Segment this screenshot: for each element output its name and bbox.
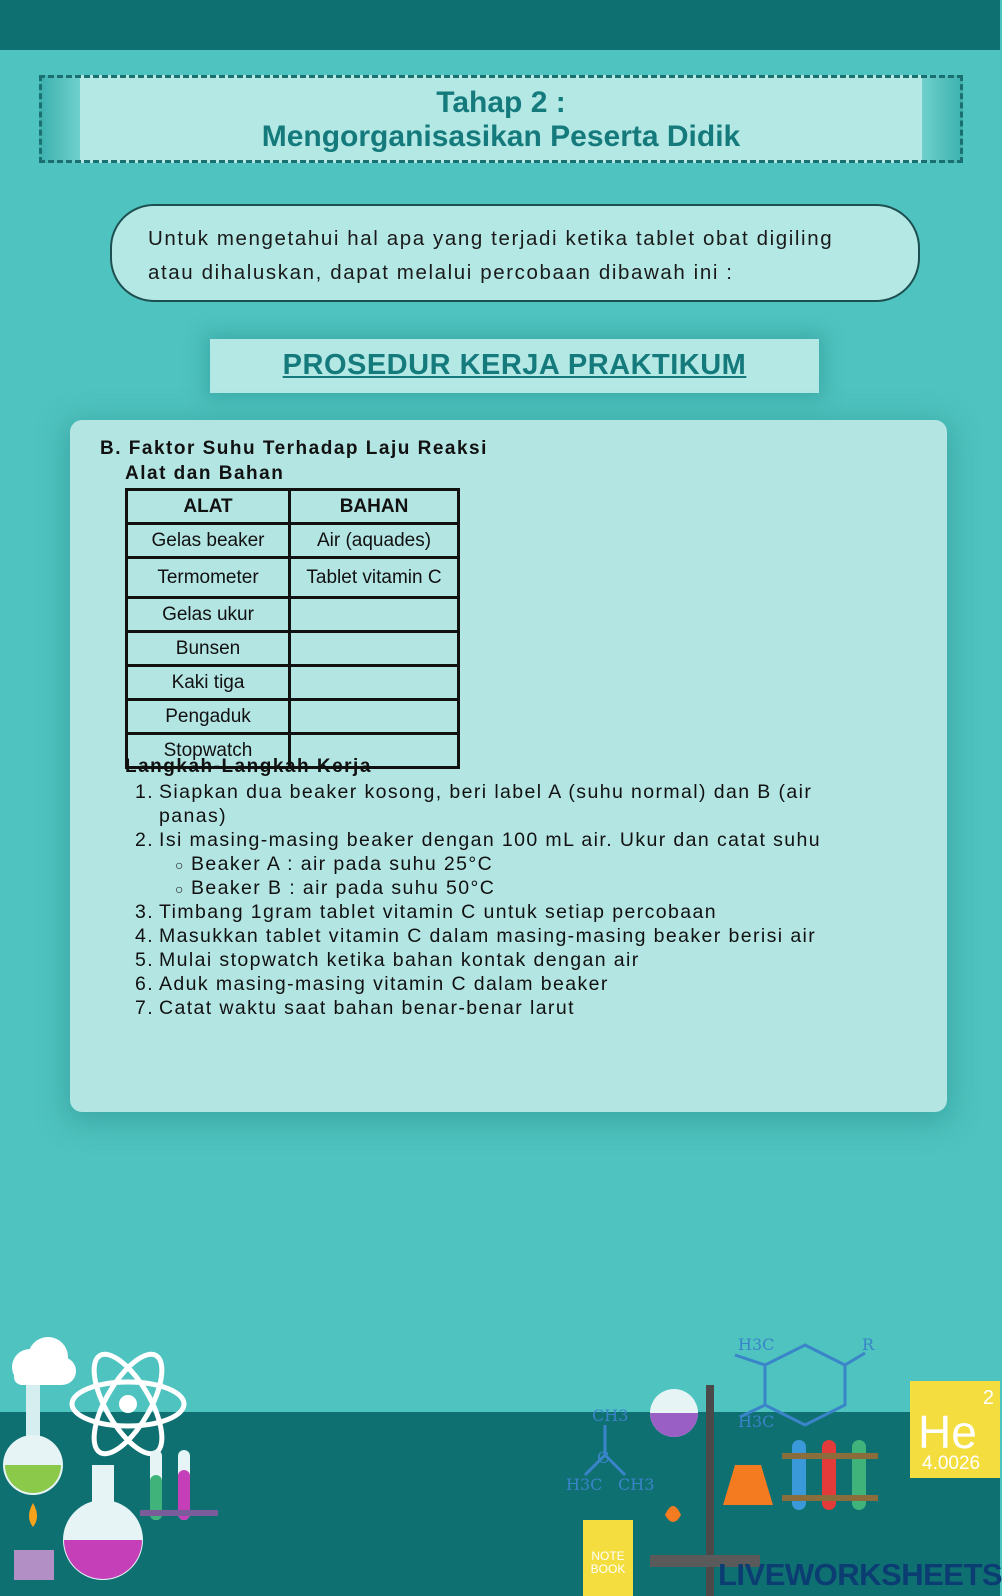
bullet-beaker-a bbox=[175, 853, 493, 876]
notebook-icon bbox=[583, 1520, 633, 1596]
step-text: Isi masing-masing beaker dengan 100 mL air. Ukur dan catat suhu bbox=[159, 829, 821, 851]
liveworksheets-logo[interactable]: LIVEWORKSHEETS bbox=[718, 1557, 1002, 1592]
table-header-alat: ALAT bbox=[127, 490, 290, 524]
stage-title-banner bbox=[39, 75, 963, 163]
step-3 bbox=[135, 901, 717, 924]
table-cell: Gelas beaker bbox=[127, 524, 290, 558]
table-header-bahan: BAHAN bbox=[290, 490, 459, 524]
step-number: 6. bbox=[135, 973, 155, 995]
step-text: Timbang 1gram tablet vitamin C untuk setiap percobaan bbox=[159, 901, 717, 923]
step-5 bbox=[135, 949, 640, 972]
table-row bbox=[127, 632, 459, 666]
table-cell: Bunsen bbox=[127, 632, 290, 666]
table-row bbox=[127, 524, 459, 558]
content-card bbox=[70, 420, 947, 1112]
table-cell bbox=[290, 700, 459, 734]
step-7 bbox=[135, 997, 575, 1020]
bullet-text: Beaker B : air pada suhu 50°C bbox=[191, 877, 496, 899]
step-2 bbox=[135, 829, 821, 852]
step-number: 4. bbox=[135, 925, 155, 947]
step-1-continued: panas) bbox=[159, 805, 228, 827]
table-row bbox=[127, 666, 459, 700]
formula-label: CH3 bbox=[592, 1406, 629, 1425]
top-bar bbox=[0, 0, 1000, 50]
step-number: 1. bbox=[135, 781, 155, 803]
table-cell: Kaki tiga bbox=[127, 666, 290, 700]
procedure-banner bbox=[210, 339, 819, 393]
table-row bbox=[127, 700, 459, 734]
intro-line-1: Untuk mengetahui hal apa yang terjadi ketika tablet obat digiling bbox=[148, 227, 834, 250]
formula-label: H3C bbox=[738, 1335, 775, 1354]
table-cell: Gelas ukur bbox=[127, 598, 290, 632]
bullet-beaker-b bbox=[175, 877, 495, 900]
step-text: Masukkan tablet vitamin C dalam masing-masing beaker berisi air bbox=[159, 925, 817, 947]
table-cell: Pengaduk bbox=[127, 700, 290, 734]
table-row bbox=[127, 598, 459, 632]
formula-label: H3C bbox=[738, 1412, 775, 1431]
element-mass: 4.0026 bbox=[922, 1453, 981, 1474]
bullet-circle-icon: ○ bbox=[175, 857, 185, 873]
table-cell bbox=[290, 598, 459, 632]
step-1 bbox=[135, 781, 812, 804]
table-cell: Tablet vitamin C bbox=[290, 558, 459, 598]
intro-line-2: atau dihaluskan, dapat melalui percobaan dibawah ini : bbox=[148, 261, 734, 284]
formula-label: R bbox=[862, 1335, 875, 1354]
step-6 bbox=[135, 973, 609, 996]
element-symbol: He bbox=[918, 1406, 977, 1458]
table-cell bbox=[290, 666, 459, 700]
formula-label: CH3 bbox=[618, 1475, 655, 1494]
lab-glassware-left-icon bbox=[0, 1335, 240, 1596]
notebook-label: NOTE bbox=[591, 1549, 625, 1563]
bullet-circle-icon: ○ bbox=[175, 881, 185, 897]
table-header-row bbox=[127, 490, 459, 524]
materials-table bbox=[125, 488, 460, 769]
step-text: Mulai stopwatch ketika bahan kontak dengan air bbox=[159, 949, 640, 971]
steps-title: Langkah-Langkah Kerja bbox=[125, 756, 372, 777]
stage-label: Tahap 2 : bbox=[436, 86, 566, 119]
table-cell: Termometer bbox=[127, 558, 290, 598]
notebook-label: BOOK bbox=[590, 1562, 626, 1576]
periodic-element-tile bbox=[910, 1381, 1000, 1478]
stage-name: Mengorganisasikan Peserta Didik bbox=[261, 120, 741, 153]
table-cell: Stopwatch bbox=[127, 734, 290, 768]
step-text: Siapkan dua beaker kosong, beri label A (suhu normal) dan B (air bbox=[159, 781, 813, 803]
table-row bbox=[127, 558, 459, 598]
formula-label: H3C bbox=[566, 1475, 603, 1494]
step-text: Aduk masing-masing vitamin C dalam beaker bbox=[159, 973, 609, 995]
materials-title: Alat dan Bahan bbox=[125, 463, 285, 484]
step-number: 2. bbox=[135, 829, 155, 851]
formula-label: C bbox=[597, 1448, 610, 1467]
step-number: 7. bbox=[135, 997, 155, 1019]
step-text: Catat waktu saat bahan benar-benar larut bbox=[159, 997, 575, 1019]
table-cell bbox=[290, 632, 459, 666]
step-number: 5. bbox=[135, 949, 155, 971]
step-number: 3. bbox=[135, 901, 155, 923]
procedure-title: PROSEDUR KERJA PRAKTIKUM bbox=[282, 349, 747, 381]
intro-box bbox=[110, 204, 920, 302]
element-number: 2 bbox=[982, 1387, 994, 1409]
table-cell: Air (aquades) bbox=[290, 524, 459, 558]
section-title: B. Faktor Suhu Terhadap Laju Reaksi bbox=[100, 438, 488, 459]
step-4 bbox=[135, 925, 816, 948]
bullet-text: Beaker A : air pada suhu 25°C bbox=[191, 853, 494, 875]
